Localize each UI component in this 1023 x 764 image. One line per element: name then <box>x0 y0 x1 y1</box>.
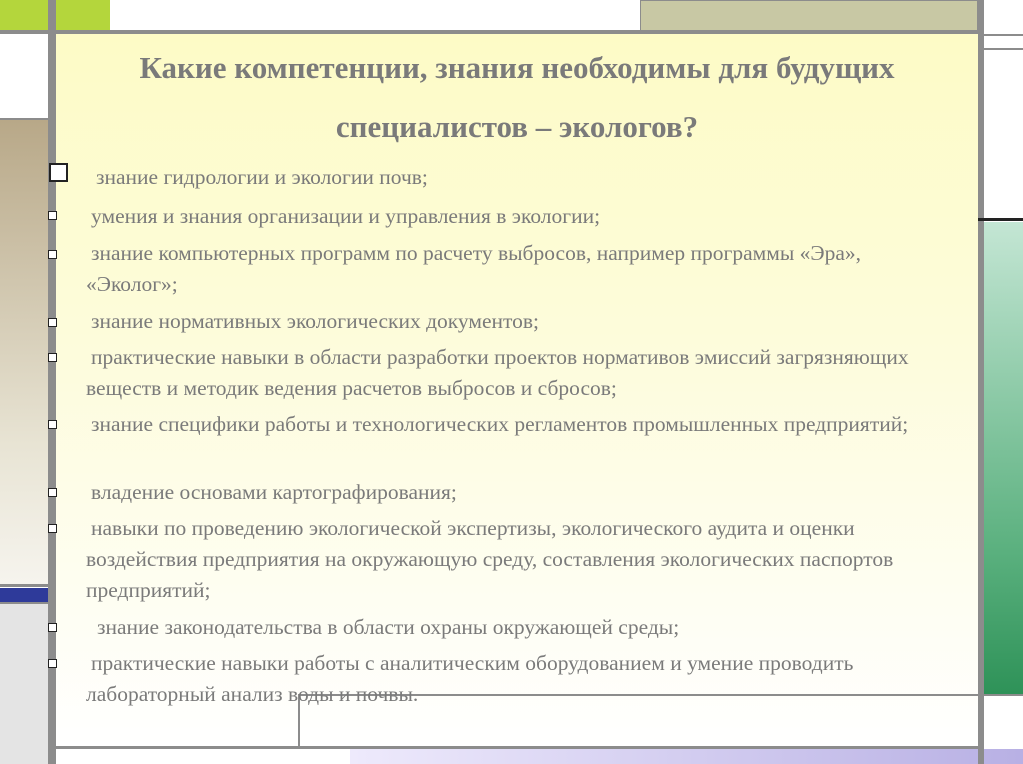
grey-block-left-bottom <box>0 604 48 764</box>
bullet-icon <box>48 524 57 533</box>
list-item: знание законодательства в области охраны окружающей среды; <box>97 615 680 639</box>
frame-line-right-low <box>978 694 1023 696</box>
frame-line-right-top <box>978 34 1023 36</box>
frame-line-left-low <box>0 584 56 587</box>
frame-line-right-green <box>978 218 1023 221</box>
list-item: владение основами картографирования; <box>91 480 457 504</box>
bullet-icon <box>49 163 68 182</box>
bullet-icon <box>48 211 57 220</box>
bullet-icon <box>48 420 57 429</box>
bullet-icon <box>48 623 57 632</box>
list-item: знание компьютерных программ по расчету выбросов, например программы «Эра», «Эколог»; <box>86 241 862 296</box>
list-item: умения и знания организации и управления в экологии; <box>91 204 601 228</box>
list-item: знание нормативных экологических документов; <box>91 309 540 333</box>
olive-block-top-right <box>640 0 978 34</box>
frame-line-left-mid <box>0 118 56 120</box>
bullet-icon <box>48 250 57 259</box>
bullet-icon <box>48 659 57 668</box>
list-item: навыки по проведению экологической экспертизы, экологического аудита и оценки воздействия предприятия на окружающую среду, составления экологических паспортов предприятий; <box>86 516 894 602</box>
list-item: практические навыки работы с аналитическим оборудованием и умение проводить лабораторный анализ воды и почвы. <box>86 651 854 706</box>
list-item: практические навыки в области разработки проектов нормативов эмиссий загрязняющих веществ и методик ведения расчетов выбросов и сбросов; <box>86 345 909 400</box>
list-item: знание гидрологии и экологии почв; <box>96 165 428 189</box>
frame-line-left-low2 <box>0 602 56 604</box>
frame-bar-right <box>978 0 984 764</box>
navy-strip-left <box>0 588 48 602</box>
frame-line-right-top2 <box>978 48 1023 50</box>
slide-title: Какие компетенции, знания необходимы для будущих специалистов – экологов? <box>139 50 895 144</box>
list-item: знание специфики работы и технологических регламентов промышленных предприятий; <box>91 412 909 436</box>
frame-bar-left <box>48 0 56 764</box>
tan-block-left <box>0 120 48 585</box>
lavender-strip-bottom <box>350 749 1023 764</box>
green-block-right <box>984 222 1023 694</box>
bullet-icon <box>48 353 57 362</box>
bullet-icon <box>48 488 57 497</box>
bullet-icon <box>48 318 57 327</box>
